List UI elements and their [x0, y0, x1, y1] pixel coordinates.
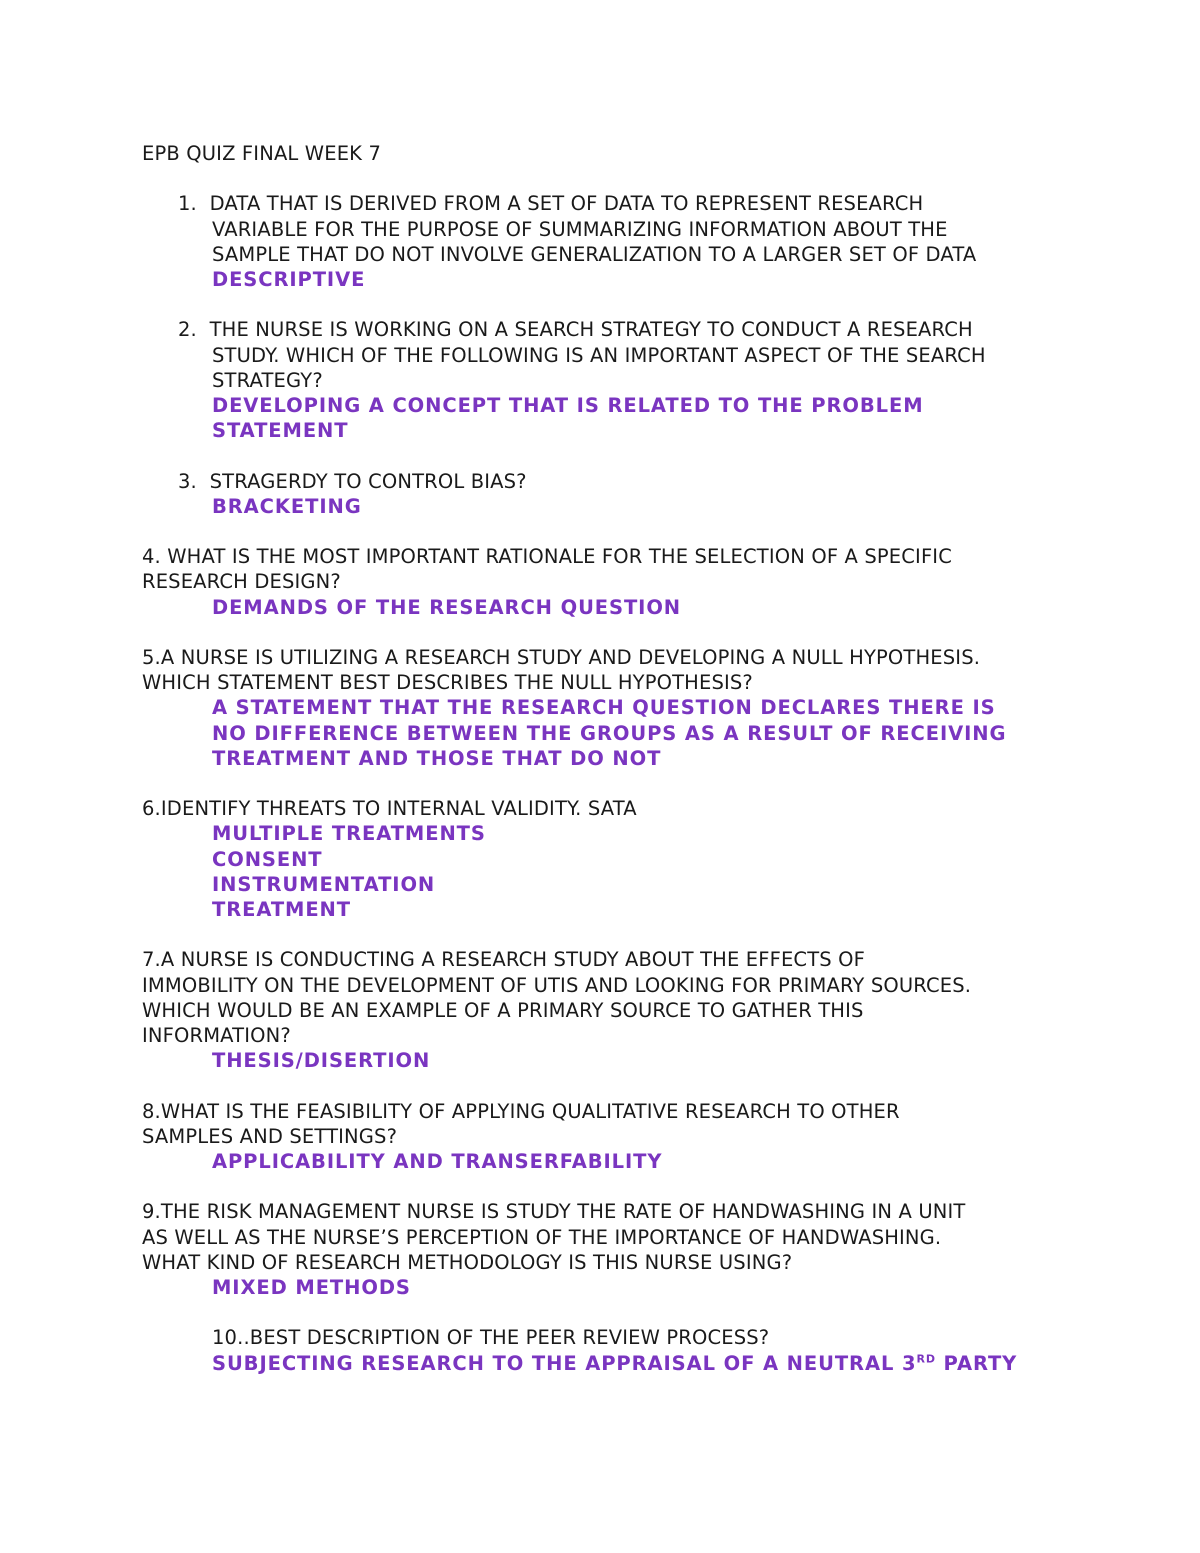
question-9 — [142, 1199, 1072, 1300]
question-8-line-2: SAMPLES AND SETTINGS? — [142, 1124, 398, 1148]
question-9-answer: MIXED METHODS — [212, 1276, 411, 1299]
question-2-number: 2. — [178, 318, 197, 342]
question-10-line-1: 10..BEST DESCRIPTION OF THE PEER REVIEW PROCESS? — [212, 1326, 770, 1350]
ordinal-superscript: RD — [916, 1352, 936, 1366]
question-9-line-2: AS WELL AS THE NURSE’S PERCEPTION OF THE IMPORTANCE OF HANDWASHING. — [142, 1225, 942, 1249]
question-1-line-3: SAMPLE THAT DO NOT INVOLVE GENERALIZATION TO A LARGER SET OF DATA — [212, 242, 977, 266]
question-8-line-1: 8.WHAT IS THE FEASIBILITY OF APPLYING QUALITATIVE RESEARCH TO OTHER — [142, 1099, 900, 1123]
document-title: EPB QUIZ FINAL WEEK 7 — [142, 142, 382, 165]
question-1-answer: DESCRIPTIVE — [212, 268, 366, 291]
question-5-answer-line-2: NO DIFFERENCE BETWEEN THE GROUPS AS A RESULT OF RECEIVING — [212, 721, 1007, 745]
question-5-line-2: WHICH STATEMENT BEST DESCRIBES THE NULL HYPOTHESIS? — [142, 671, 753, 695]
question-9-line-1: 9.THE RISK MANAGEMENT NURSE IS STUDY THE RATE OF HANDWASHING IN A UNIT — [142, 1200, 966, 1224]
question-2-answer-line-2: STATEMENT — [212, 419, 349, 443]
question-8-answer: APPLICABILITY AND TRANSERFABILITY — [212, 1150, 663, 1173]
question-6-line-1: 6.IDENTIFY THREATS TO INTERNAL VALIDITY. SATA — [142, 797, 637, 821]
question-1-line-1: 1. DATA THAT IS DERIVED FROM A SET OF DATA TO REPRESENT RESEARCH — [178, 192, 924, 216]
question-6-answer-1: MULTIPLE TREATMENTS — [212, 822, 486, 846]
question-3-number: 3. — [178, 469, 197, 493]
question-2-answer-line-1: DEVELOPING A CONCEPT THAT IS RELATED TO THE PROBLEM — [212, 394, 924, 417]
question-10 — [142, 1325, 1072, 1375]
question-8 — [142, 1099, 1072, 1175]
question-5 — [142, 645, 1072, 771]
question-2-line-3: STRATEGY? — [212, 368, 323, 392]
question-5-line-1: 5.A NURSE IS UTILIZING A RESEARCH STUDY AND DEVELOPING A NULL HYPOTHESIS. — [142, 645, 981, 669]
question-1-number: 1. — [178, 192, 197, 216]
question-4-line-2: RESEARCH DESIGN? — [142, 570, 341, 594]
question-7-answer: THESIS/DISERTION — [212, 1049, 431, 1073]
question-4-line-1: 4. WHAT IS THE MOST IMPORTANT RATIONALE FOR THE SELECTION OF A SPECIFIC — [142, 545, 952, 569]
question-4 — [142, 544, 1072, 620]
question-9-line-3: WHAT KIND OF RESEARCH METHODOLOGY IS THIS NURSE USING? — [142, 1250, 793, 1274]
question-3 — [142, 469, 1072, 519]
question-1-line-2: VARIABLE FOR THE PURPOSE OF SUMMARIZING INFORMATION ABOUT THE — [212, 217, 948, 241]
question-5-answer-line-1: A STATEMENT THAT THE RESEARCH QUESTION DECLARES THERE IS — [212, 696, 996, 720]
question-2-line-2: STUDY. WHICH OF THE FOLLOWING IS AN IMPORTANT ASPECT OF THE SEARCH — [212, 343, 986, 367]
question-7-line-2: IMMOBILITY ON THE DEVELOPMENT OF UTIS AND LOOKING FOR PRIMARY SOURCES. — [142, 973, 972, 997]
question-6 — [142, 796, 1072, 922]
question-7 — [142, 947, 1072, 1073]
question-6-answer-4: TREATMENT — [212, 898, 351, 921]
question-7-line-4: INFORMATION? — [142, 1024, 291, 1047]
question-3-answer: BRACKETING — [212, 494, 362, 518]
question-7-line-1: 7.A NURSE IS CONDUCTING A RESEARCH STUDY ABOUT THE EFFECTS OF — [142, 948, 866, 972]
question-6-answer-3: INSTRUMENTATION — [212, 872, 436, 896]
question-6-answer-2: CONSENT — [212, 847, 323, 871]
question-7-line-3: WHICH WOULD BE AN EXAMPLE OF A PRIMARY SOURCE TO GATHER THIS — [142, 998, 864, 1022]
question-2 — [142, 317, 1072, 443]
document-page — [142, 141, 1072, 1376]
question-3-line-1: 3. STRAGERDY TO CONTROL BIAS? — [178, 469, 527, 493]
question-1 — [142, 191, 1072, 292]
question-10-answer: SUBJECTING RESEARCH TO THE APPRAISAL OF A NEUTRAL 3RD PARTY — [212, 1351, 1018, 1375]
question-5-answer-line-3: TREATMENT AND THOSE THAT DO NOT — [212, 746, 662, 770]
question-2-line-1: 2. THE NURSE IS WORKING ON A SEARCH STRATEGY TO CONDUCT A RESEARCH — [178, 318, 973, 342]
question-4-answer: DEMANDS OF THE RESEARCH QUESTION — [212, 595, 682, 619]
